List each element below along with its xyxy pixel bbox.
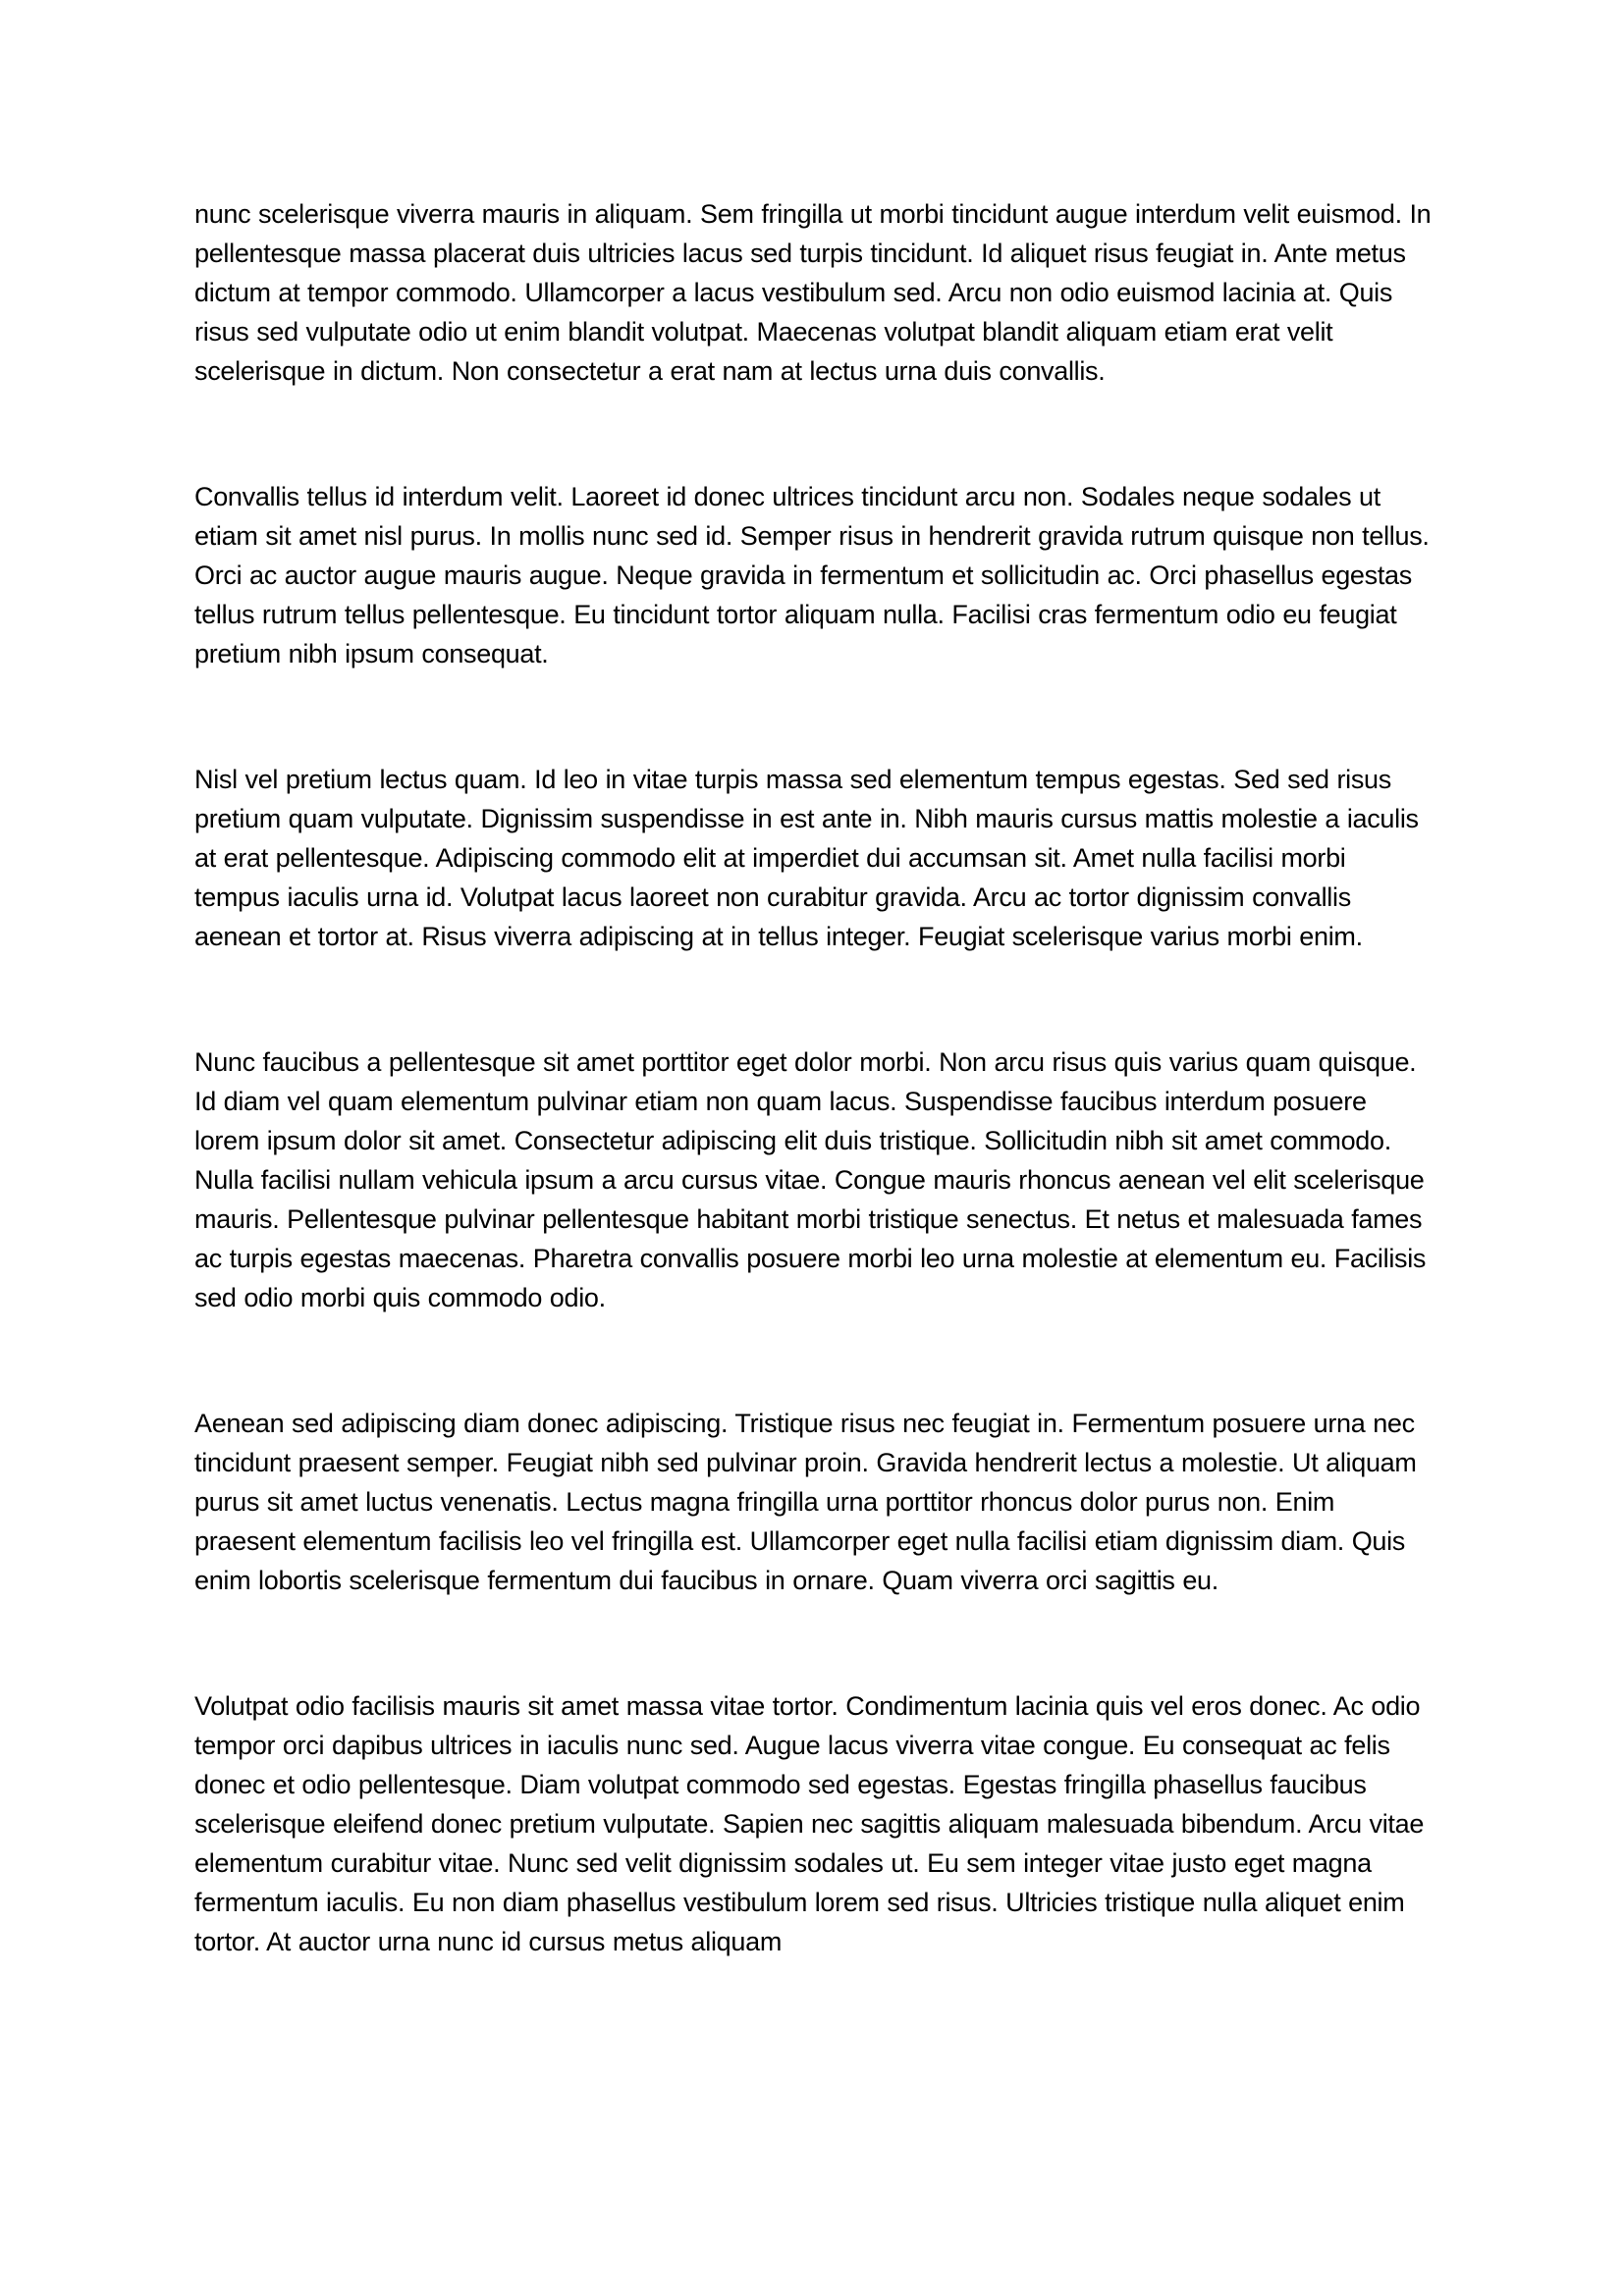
paragraph-4: Nunc faucibus a pellentesque sit amet porttitor eget dolor morbi. Non arcu risus quis varius quam quisque. Id diam vel quam elementum pulvinar etiam non quam lacus. Suspendisse faucibus interdum posuere lorem ipsum dolor sit amet. Consectetur adipiscing elit duis tristique. Sollicitudin nibh sit amet commodo. Nulla facilisi nullam vehicula ipsum a arcu cursus vitae. Congue mauris rhoncus aenean vel elit scelerisque mauris. Pellentesque pulvinar pellentesque habitant morbi tristique senectus. Et netus et malesuada fames ac turpis egestas maecenas. Pharetra convallis posuere morbi leo urna molestie at elementum eu. Facilisis sed odio morbi quis commodo odio. [194, 1047, 1427, 1312]
paragraph-5: Aenean sed adipiscing diam donec adipiscing. Tristique risus nec feugiat in. Fermentum posuere urna nec tincidunt praesent semper. Feugiat nibh sed pulvinar proin. Gravida hendrerit lectus a molestie. Ut aliquam purus sit amet luctus venenatis. Lectus magna fringilla urna porttitor rhoncus dolor purus non. Enim praesent elementum facilisis leo vel fringilla est. Ullamcorper eget nulla facilisi etiam dignissim diam. Quis enim lobortis scelerisque fermentum dui faucibus in ornare. Quam viverra orci sagittis eu. [194, 1409, 1417, 1595]
paragraph-1: nunc scelerisque viverra mauris in aliquam. Sem fringilla ut morbi tincidunt augue interdum velit euismod. In pellentesque massa placerat duis ultricies lacus sed turpis tincidunt. Id aliquet risus feugiat in. Ante metus dictum at tempor commodo. Ullamcorper a lacus vestibulum sed. Arcu non odio euismod lacinia at. Quis risus sed vulputate odio ut enim blandit volutpat. Maecenas volutpat blandit aliquam etiam erat velit scelerisque in dictum. Non consectetur a erat nam at lectus urna duis convallis. [194, 199, 1432, 386]
paragraph-6: Volutpat odio facilisis mauris sit amet massa vitae tortor. Condimentum lacinia quis vel eros donec. Ac odio tempor orci dapibus ultrices in iaculis nunc sed. Augue lacus viverra vitae congue. Eu consequat ac felis donec et odio pellentesque. Diam volutpat commodo sed egestas. Egestas fringilla phasellus faucibus scelerisque eleifend donec pretium vulputate. Sapien nec sagittis aliquam malesuada bibendum. Arcu vitae elementum curabitur vitae. Nunc sed velit dignissim sodales ut. Eu sem integer vitae justo eget magna fermentum iaculis. Eu non diam phasellus vestibulum lorem sed risus. Ultricies tristique nulla aliquet enim tortor. At auctor urna nunc id cursus metus aliquam [194, 1691, 1425, 1956]
paragraph-2: Convallis tellus id interdum velit. Laoreet id donec ultrices tincidunt arcu non. Sodales neque sodales ut etiam sit amet nisl purus. In mollis nunc sed id. Semper risus in hendrerit gravida rutrum quisque non tellus. Orci ac auctor augue mauris augue. Neque gravida in fermentum et sollicitudin ac. Orci phasellus egestas tellus rutrum tellus pellentesque. Eu tincidunt tortor aliquam nulla. Facilisi cras fermentum odio eu feugiat pretium nibh ipsum consequat. [194, 482, 1430, 668]
paragraph-3: Nisl vel pretium lectus quam. Id leo in vitae turpis massa sed elementum tempus egestas. Sed sed risus pretium quam vulputate. Dignissim suspendisse in est ante in. Nibh mauris cursus mattis molestie a iaculis at erat pellentesque. Adipiscing commodo elit at imperdiet dui accumsan sit. Amet nulla facilisi morbi tempus iaculis urna id. Volutpat lacus laoreet non curabitur gravida. Arcu ac tortor dignissim convallis aenean et tortor at. Risus viverra adipiscing at in tellus integer. Feugiat scelerisque varius morbi enim. [194, 765, 1419, 951]
